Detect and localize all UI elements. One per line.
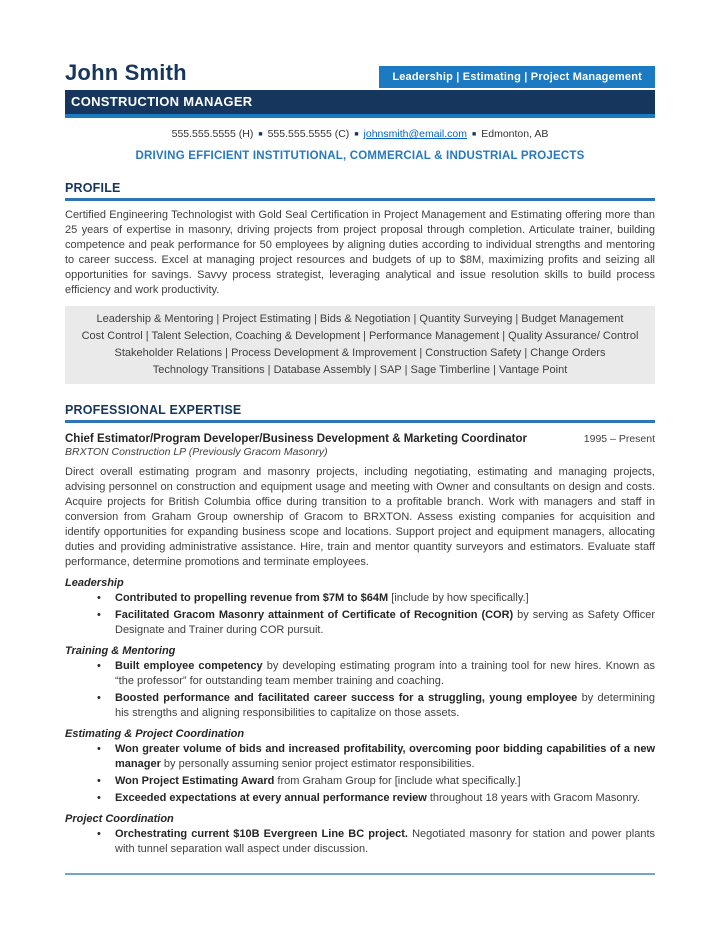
bullet-item: [65, 659, 655, 689]
bullet-bold-text: Contributed to propelling revenue from $7M to $64M: [115, 592, 389, 604]
bullet-group: [65, 577, 655, 638]
job-summary-paragraph: Direct overall estimating program and masonry projects, including negotiating, estimating and managing projects, advising personnel on construction and equipment usage and meeting with Owner and consultants on design and costs. Acquire projects for British Columbia office during transition to a profitable branch. Work with managers and staff in conversion from Graham Group ownership of Gracom to BRXTON. Assess existing companies for acquisition and identify opportunities for expanding business scope and locations. Support project and equipment managers, allocating duties and providing administrative assistance. Hire, train and mentor quantity surveyors and estimators. Evaluate staff performance, determine promotions and terminate employees.: [65, 466, 655, 568]
job-title-bar: CONSTRUCTION MANAGER: [65, 90, 655, 118]
bullet-item: [65, 742, 655, 772]
skills-line: Technology Transitions | Database Assembly | SAP | Sage Timberline | Vantage Point: [152, 364, 568, 376]
footer-divider: [65, 873, 655, 875]
bullet-rest-text: from Graham Group for [include what specifically.]: [274, 775, 521, 787]
company-name: BRXTON Construction LP (Previously Gracom Masonry): [65, 446, 328, 458]
bullet-bold-text: Boosted performance and facilitated career success for a struggling, young employee: [115, 692, 578, 704]
person-name: John Smith: [65, 60, 187, 85]
skills-line: Leadership & Mentoring | Project Estimating | Bids & Negotiation | Quantity Surveying | Budget Management: [96, 313, 624, 325]
expertise-section-header: PROFESSIONAL EXPERTISE: [65, 403, 655, 423]
bullet-rest-text: by serving as Safety Officer Designate and Trainer during COR pursuit.: [115, 609, 655, 636]
bullet-bold-text: Orchestrating current $10B Evergreen Line BC project.: [115, 828, 408, 840]
skills-line: Cost Control | Talent Selection, Coaching & Development | Performance Management | Quality Assurance/ Control: [81, 330, 639, 342]
phone-home: 555.555.5555 (H): [171, 128, 254, 140]
bullet-bold-text: Exceeded expectations at every annual performance review: [115, 792, 427, 804]
bullet-rest-text: by determining his strengths and aligning responsibilities to capitalize on those assets.: [115, 692, 655, 719]
bullet-rest-text: throughout 18 years with Gracom Masonry.: [426, 792, 640, 804]
bullet-group: [65, 813, 655, 857]
bullet-item: [65, 791, 655, 806]
square-separator-icon: ■: [472, 130, 477, 138]
job-header-row: [65, 433, 655, 445]
bullet-group-heading: Training & Mentoring: [65, 645, 176, 657]
bullet-item: [65, 774, 655, 789]
bullet-rest-text: [include by how specifically.]: [388, 592, 529, 604]
square-separator-icon: ■: [258, 130, 263, 138]
header: [65, 60, 655, 86]
bullet-group: [65, 645, 655, 721]
specialty-badge: Leadership | Estimating | Project Management: [379, 66, 655, 88]
phone-cell: 555.555.5555 (C): [267, 128, 350, 140]
profile-section-header: PROFILE: [65, 181, 655, 201]
bullet-item: [65, 691, 655, 721]
square-separator-icon: ■: [354, 130, 359, 138]
bullet-rest-text: by developing estimating program into a training tool for new hires. Known as “the professor” for outstanding team member training and coaching.: [115, 660, 655, 687]
job-dates: 1995 – Present: [583, 433, 655, 445]
skills-line: Stakeholder Relations | Process Development & Improvement | Construction Safety | Change Orders: [114, 347, 606, 359]
bullet-rest-text: Negotiated masonry for station and power plants with tunnel separation wall aspect under discussion.: [115, 828, 655, 855]
bullet-group-heading: Estimating & Project Coordination: [65, 728, 245, 740]
bullet-bold-text: Won greater volume of bids and increased profitability, overcoming poor bidding capabilities of a new manager: [115, 743, 655, 770]
tagline: DRIVING EFFICIENT INSTITUTIONAL, COMMERCIAL & INDUSTRIAL PROJECTS: [135, 150, 585, 162]
bullet-list: [65, 742, 655, 806]
profile-paragraph: Certified Engineering Technologist with Gold Seal Certification in Project Management and Estimating offering more than 25 years of expertise in masonry, driving projects from project proposal through completion. Articulate trainer, building competence and peak performance for 50 employees by aligning duties according to individual strengths and mentoring to career success. Excel at managing project resources and budgets of up to $8M, maximizing profits and seizing all opportunities for savings. Savvy process strategist, leveraging analytical and issue resolution skills to build process efficiency and work productivity.: [65, 209, 655, 296]
bullet-bold-text: Built employee competency: [115, 660, 263, 672]
bullet-list: [65, 591, 655, 638]
location-text: Edmonton, AB: [481, 128, 549, 140]
bullet-item: [65, 608, 655, 638]
bullet-item: [65, 827, 655, 857]
bullet-rest-text: by personally assuming senior project estimator responsibilities.: [160, 758, 475, 770]
bullet-bold-text: Won Project Estimating Award: [115, 775, 275, 787]
email-link[interactable]: johnsmith@email.com: [363, 128, 467, 140]
bullet-list: [65, 827, 655, 857]
bullet-item: [65, 591, 655, 606]
job-title: Chief Estimator/Program Developer/Business Development & Marketing Coordinator: [65, 433, 528, 445]
bullet-bold-text: Facilitated Gracom Masonry attainment of Certificate of Recognition (COR): [115, 609, 514, 621]
bullet-group: [65, 728, 655, 806]
bullet-list: [65, 659, 655, 721]
skills-box: [65, 306, 655, 384]
bullet-group-heading: Leadership: [65, 577, 124, 589]
contact-line: [65, 128, 655, 140]
bullet-group-heading: Project Coordination: [65, 813, 174, 825]
